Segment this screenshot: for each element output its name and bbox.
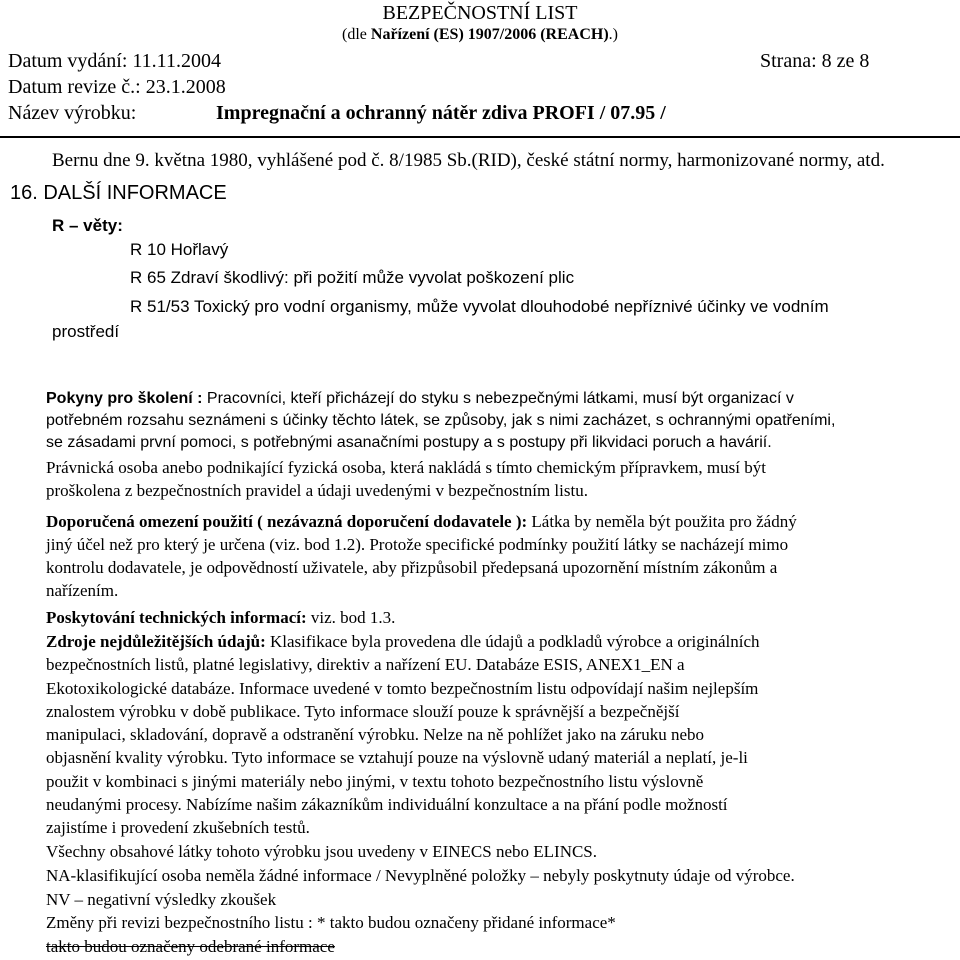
legal-paragraph (46, 456, 766, 502)
sources-line: Klasifikace byla provedena dle údajů a podkladů výrobce a originálních (265, 632, 760, 651)
training-paragraph (46, 388, 835, 454)
note-line: Změny při revizi bezpečnostního listu : * takto budou označeny přidané informace* (46, 913, 616, 932)
restriction-paragraph (46, 510, 797, 602)
tech-info-label: Poskytování technických informací: (46, 608, 307, 627)
sources-paragraph (46, 630, 760, 863)
note-line: NA-klasifikující osoba neměla žádné informace / Nevyplněné položky – nebyly poskytnuty údaje od výrobce. (46, 866, 795, 885)
revision-date: Datum revize č.: 23.1.2008 (8, 76, 226, 98)
restriction-line: nařízením. (46, 581, 119, 600)
sources-line: Ekotoxikologické databáze. Informace uvedené v tomto bezpečnostním listu odpovídají našim nejlepším (46, 678, 759, 698)
product-name: Impregnační a ochranný nátěr zdiva PROFI / 07.95 / (216, 102, 666, 124)
restriction-label: Doporučená omezení použití ( nezávazná doporučení dodavatele ): (46, 512, 528, 531)
removed-info-note: takto budou označeny odebrané informace (46, 936, 335, 956)
sources-line: manipulaci, skladování, dopravě a odstranění výrobku. Nelze na ně pohlížet jako na záruku nebo (46, 725, 705, 745)
sources-label: Zdroje nejdůležitějších údajů: (46, 632, 266, 651)
restriction-line: kontrolu dodavatele, je odpovědností uživatele, aby přizpůsobil předepsaná upozornění místním zákonům a (46, 558, 778, 577)
restriction-line: Látka by neměla být použita pro žádný (527, 512, 797, 531)
r-phrase-wrap: prostředí (52, 322, 120, 341)
product-label: Název výrobku: (8, 102, 137, 124)
page-number: Strana: 8 ze 8 (760, 50, 870, 72)
legal-line: Právnická osoba anebo podnikající fyzická osoba, která nakládá s tímto chemickým přípravkem, musí být (46, 458, 766, 477)
transport-note: Bernu dne 9. května 1980, vyhlášené pod č. 8/1985 Sb.(RID), české státní normy, harmonizované normy, atd. (52, 150, 885, 171)
r-phrase-item: R 51/53 Toxický pro vodní organismy, může vyvolat dlouhodobé nepříznivé účinky ve vodním (130, 297, 829, 316)
restriction-line: jiný účel než pro který je určena (viz. bod 1.2). Protože specifické podmínky použití látky se nacházejí mimo (46, 535, 789, 554)
training-label: Pokyny pro školení : (46, 390, 203, 407)
legal-line: proškolena z bezpečnostních pravidel a údaji uvedenými v bezpečnostním listu. (46, 481, 588, 500)
note-line: NV – negativní výsledky zkoušek (46, 889, 277, 909)
training-line: Pracovníci, kteří přicházejí do styku s nebezpečnými látkami, musí být organizací v (202, 390, 794, 407)
document-title: BEZPEČNOSTNÍ LIST (382, 2, 578, 24)
sources-line: neudanými procesy. Nabízíme našim zákazníkům individuální konzultace a na přání podle možností (46, 795, 728, 815)
subtitle-prefix: (dle (342, 26, 371, 43)
section-heading: 16. DALŠÍ INFORMACE (10, 182, 227, 204)
header-divider (0, 136, 960, 138)
subtitle-suffix: .) (608, 26, 618, 43)
issue-date: Datum vydání: 11.11.2004 (8, 50, 221, 72)
training-line: potřebném rozsahu seznámeni s účinky těchto látek, se způsoby, jak s nimi zacházet, s ochrannými opatřeními, (46, 412, 836, 429)
tech-info-line (46, 608, 395, 628)
subtitle-regulation: Nařízení (ES) 1907/2006 (REACH) (370, 26, 609, 43)
sources-line: použit v kombinaci s jinými materiály nebo jinými, v textu tohoto bezpečnostního listu výslovně (46, 771, 704, 791)
r-phrase-item: R 10 Hořlavý (130, 240, 229, 259)
tech-info-value: viz. bod 1.3. (306, 608, 396, 627)
training-line: se zásadami první pomoci, s potřebnými asanačními postupy a s postupy při likvidaci poruch a havárií. (46, 434, 772, 451)
sources-line: bezpečnostních listů, platné legislativy, direktiv a nařízení EU. Databáze ESIS, ANEX1_EN a (46, 655, 685, 675)
r-phrases-label: R – věty: (52, 216, 123, 235)
sources-line: Všechny obsahové látky tohoto výrobku jsou uvedeny v EINECS nebo ELINCS. (46, 841, 598, 861)
r-phrase-item: R 65 Zdraví škodlivý: při požití může vyvolat poškození plic (130, 268, 575, 287)
sources-line: znalostem výrobku v době publikace. Tyto informace slouží pouze k správnější a bezpečnější (46, 701, 680, 721)
sources-line: zajistíme i provedení zkušebních testů. (46, 818, 310, 838)
sources-line: objasnění kvality výrobku. Tyto informace se vztahují pouze na výslovně udaný materiál a neplatí, je-li (46, 748, 748, 768)
notes-block (46, 864, 795, 958)
regulation-subtitle (0, 26, 960, 44)
